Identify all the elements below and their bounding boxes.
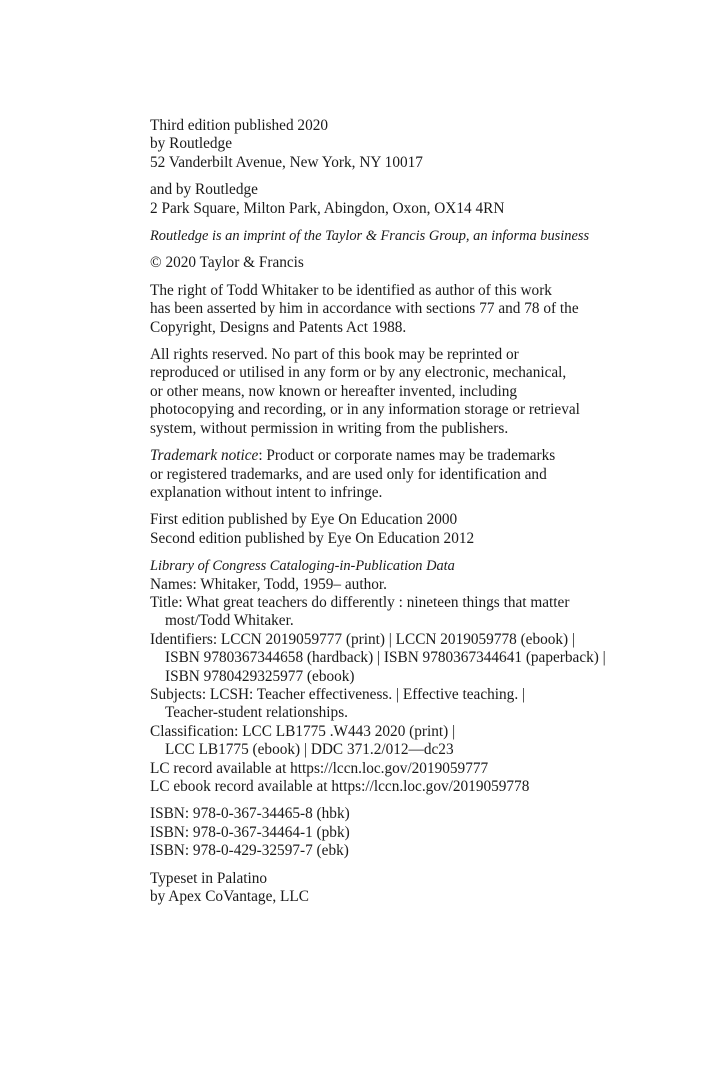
typeset-block (150, 870, 630, 907)
us-publisher-block (150, 117, 630, 172)
typesetter: by Apex CoVantage, LLC (150, 888, 309, 906)
rights-reserved-line: or other means, now known or hereafter invented, including (150, 382, 518, 400)
cip-subjects: Subjects: LCSH: Teacher effectiveness. | Effective teaching. | (150, 685, 526, 703)
typeset-font: Typeset in Palatino (150, 869, 268, 887)
cip-identifiers: Identifiers: LCCN 2019059777 (print) | LCCN 2019059778 (ebook) | (150, 630, 576, 648)
cip-title-cont: most/Todd Whitaker. (165, 612, 294, 630)
isbn-block (150, 805, 630, 860)
rights-reserved-block (150, 346, 630, 438)
editions-block (150, 511, 630, 548)
isbn-ebk: ISBN: 978-0-429-32597-7 (ebk) (150, 842, 349, 860)
moral-rights-line: has been asserted by him in accordance with sections 77 and 78 of the (150, 300, 579, 318)
cip-classification: Classification: LCC LB1775 .W443 2020 (print) | (150, 722, 456, 740)
publisher-name-uk: and by Routledge (150, 181, 258, 199)
cip-classification-cont: LCC LB1775 (ebook) | DDC 371.2/012—dc23 (165, 741, 454, 759)
trademark-text: : Product or corporate names may be trademarks (258, 447, 556, 465)
cip-subjects-cont: Teacher-student relationships. (165, 704, 348, 722)
isbn-pbk: ISBN: 978-0-367-34464-1 (pbk) (150, 823, 350, 841)
trademark-line: explanation without intent to infringe. (150, 483, 383, 501)
rights-reserved-line: system, without permission in writing from the publishers. (150, 419, 509, 437)
rights-reserved-line: photocopying and recording, or in any information storage or retrieval (150, 401, 580, 419)
copyright-line: © 2020 Taylor & Francis (150, 254, 304, 272)
moral-rights-line: Copyright, Designs and Patents Act 1988. (150, 318, 407, 336)
cip-heading: Library of Congress Cataloging-in-Publication Data (150, 558, 455, 575)
copyright-text-block (150, 117, 630, 915)
copyright-block (150, 254, 630, 272)
trademark-line (150, 447, 630, 465)
lc-ebook-record: LC ebook record available at https://lccn.loc.gov/2019059778 (150, 778, 530, 795)
publisher-address-us: 52 Vanderbilt Avenue, New York, NY 10017 (150, 153, 423, 171)
isbn-hbk: ISBN: 978-0-367-34465-8 (hbk) (150, 805, 350, 823)
trademark-block (150, 447, 630, 502)
imprint-note-block (150, 227, 630, 245)
second-edition-line: Second edition published by Eye On Education 2012 (150, 529, 475, 547)
rights-reserved-line: All rights reserved. No part of this book may be reprinted or (150, 346, 519, 364)
trademark-line: or registered trademarks, and are used only for identification and (150, 465, 547, 483)
publisher-address-uk: 2 Park Square, Milton Park, Abingdon, Oxon, OX14 4RN (150, 199, 505, 217)
publisher-name: by Routledge (150, 135, 232, 153)
trademark-label: Trademark notice (150, 447, 259, 465)
moral-rights-line: The right of Todd Whitaker to be identified as author of this work (150, 281, 552, 299)
cip-names: Names: Whitaker, Todd, 1959– author. (150, 575, 387, 593)
edition-line: Third edition published 2020 (150, 117, 329, 134)
lc-record: LC record available at https://lccn.loc.gov/2019059777 (150, 759, 489, 777)
cip-block (150, 557, 630, 796)
first-edition-line: First edition published by Eye On Education 2000 (150, 511, 458, 529)
rights-reserved-line: reproduced or utilised in any form or by any electronic, mechanical, (150, 364, 567, 382)
moral-rights-block (150, 282, 630, 337)
imprint-note: Routledge is an imprint of the Taylor & Francis Group, an informa business (150, 228, 590, 245)
cip-identifiers-cont: ISBN 9780367344658 (hardback) | ISBN 9780367344641 (paperback) | (165, 649, 606, 667)
cip-title: Title: What great teachers do differently : nineteen things that matter (150, 593, 570, 611)
uk-publisher-block (150, 181, 630, 218)
cip-identifiers-cont: ISBN 9780429325977 (ebook) (165, 667, 355, 685)
